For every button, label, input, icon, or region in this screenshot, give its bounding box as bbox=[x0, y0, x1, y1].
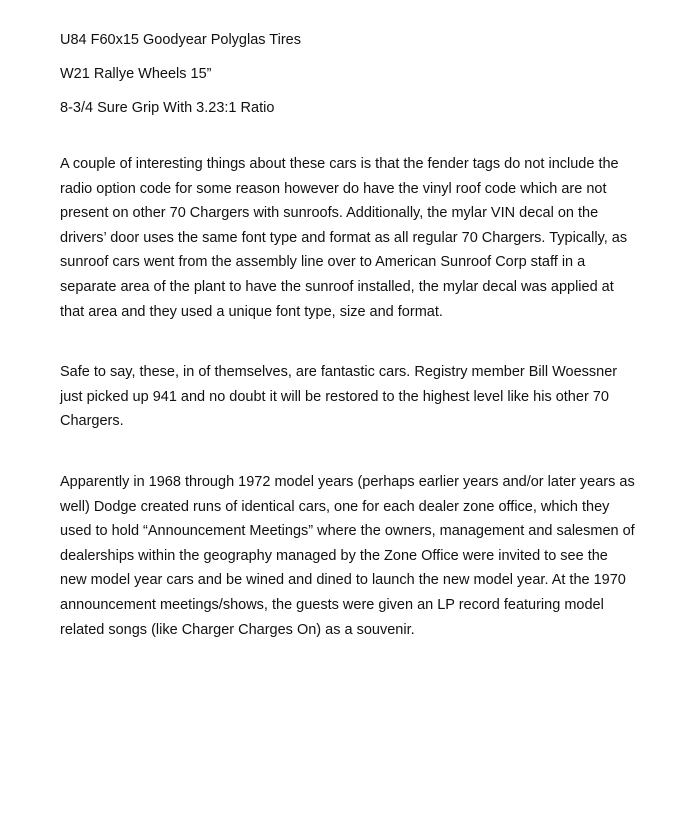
document-page bbox=[60, 30, 635, 642]
paragraph-fender-tags: A couple of interesting things about these cars is that the fender tags do not include the radio option code for some reason however do have the vinyl roof code which are not present on other 70 Chargers with sunroofs. Additionally, the mylar VIN decal on the drivers’ door uses the same font type and format as all regular 70 Chargers. Typically, as sunroof cars went from the assembly line over to American Sunroof Corp staff in a separate area of the plant to have the sunroof installed, the mylar decal was applied at that area and they used a unique font type, size and format. bbox=[60, 156, 628, 320]
spec-line-axle: 8-3/4 Sure Grip With 3.23:1 Ratio bbox=[60, 100, 275, 116]
paragraph-registry-member: Safe to say, these, in of themselves, are fantastic cars. Registry member Bill Woessner just picked up 941 and no doubt it will be restored to the highest level like his other 70 Chargers. bbox=[60, 364, 618, 430]
spec-line-wheels: W21 Rallye Wheels 15” bbox=[60, 66, 212, 82]
paragraph-announcement-meetings: Apparently in 1968 through 1972 model years (perhaps earlier years and/or later years as well) Dodge created runs of identical cars, one for each dealer zone office, which they used to hold “Announcement Meetings” where the owners, management and salesmen of dealerships within the geography managed by the Zone Office were invited to see the new model year cars and be wined and dined to launch the new model year. At the 1970 announcement meetings/shows, the guests were given an LP record featuring model related songs (like Charger Charges On) as a souvenir. bbox=[60, 473, 635, 638]
spec-line-tires: U84 F60x15 Goodyear Polyglas Tires bbox=[60, 32, 301, 48]
